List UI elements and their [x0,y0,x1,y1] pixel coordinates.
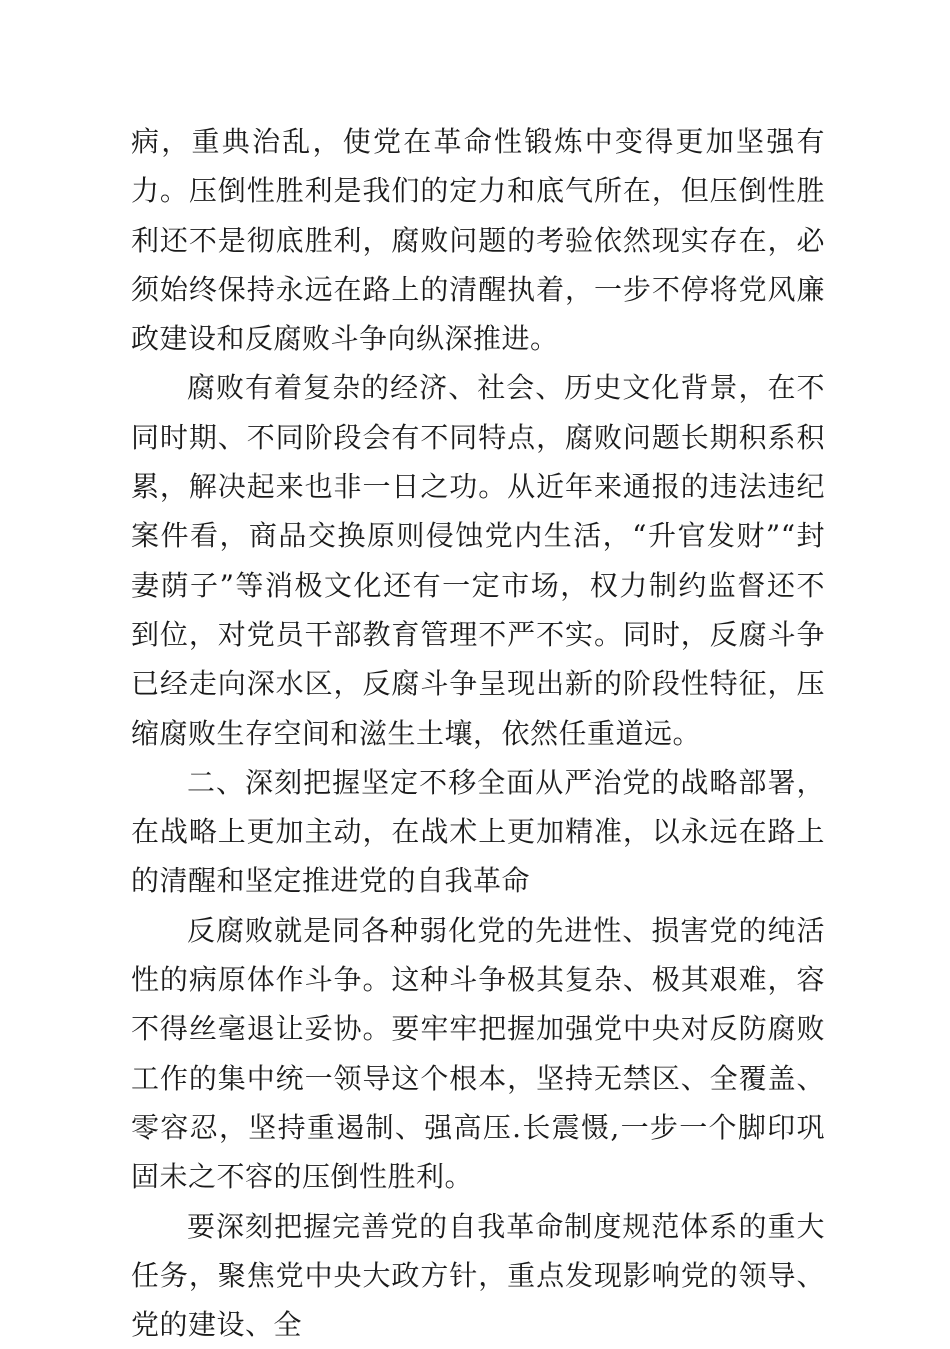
document-body [131,117,825,1349]
paragraph-corruption-background: 腐败有着复杂的经济、社会、历史文化背景，在不同时期、不同阶段会有不同特点，腐败问题长期积系积累，解决起来也非一日之功。从近年来通报的违法违纪案件看，商品交换原则侵蚀党内生活，“升官发财”“封妻荫子”等消极文化还有一定市场，权力制约监督还不到位，对党员干部教育管理不严不实。同时，反腐斗争已经走向深水区，反腐斗争呈现出新的阶段性特征，压缩腐败生存空间和滋生土壤，依然任重道远。 [131,371,825,750]
paragraph-self-revolution-system: 要深刻把握完善党的自我革命制度规范体系的重大任务，聚焦党中央大政方针，重点发现影响党的领导、党的建设、全 [131,1209,825,1342]
paragraph-continuation: 病，重典治乱，使党在革命性锻炼中变得更加坚强有力。压倒性胜利是我们的定力和底气所在，但压倒性胜利还不是彻底胜利，腐败问题的考验依然现实存在，必须始终保持永远在路上的清醒执着，一步不停将党风廉政建设和反腐败斗争向纵深推进。 [131,125,825,356]
section-heading-two: 二、深刻把握坚定不移全面从严治党的战略部署，在战略上更加主动，在战术上更加精准，以永远在路上的清醒和坚定推进党的自我革命 [131,765,825,898]
paragraph-anti-corruption-struggle: 反腐败就是同各种弱化党的先进性、损害党的纯活性的病原体作斗争。这种斗争极其复杂、极其艰难，容不得丝毫退让妥协。要牢牢把握加强党中央对反防腐败工作的集中统一领导这个根本，坚持无禁区、全覆盖、零容忍，坚持重遏制、强高压.长震慑,一步一个脚印巩固未之不容的压倒性胜利。 [131,913,825,1194]
